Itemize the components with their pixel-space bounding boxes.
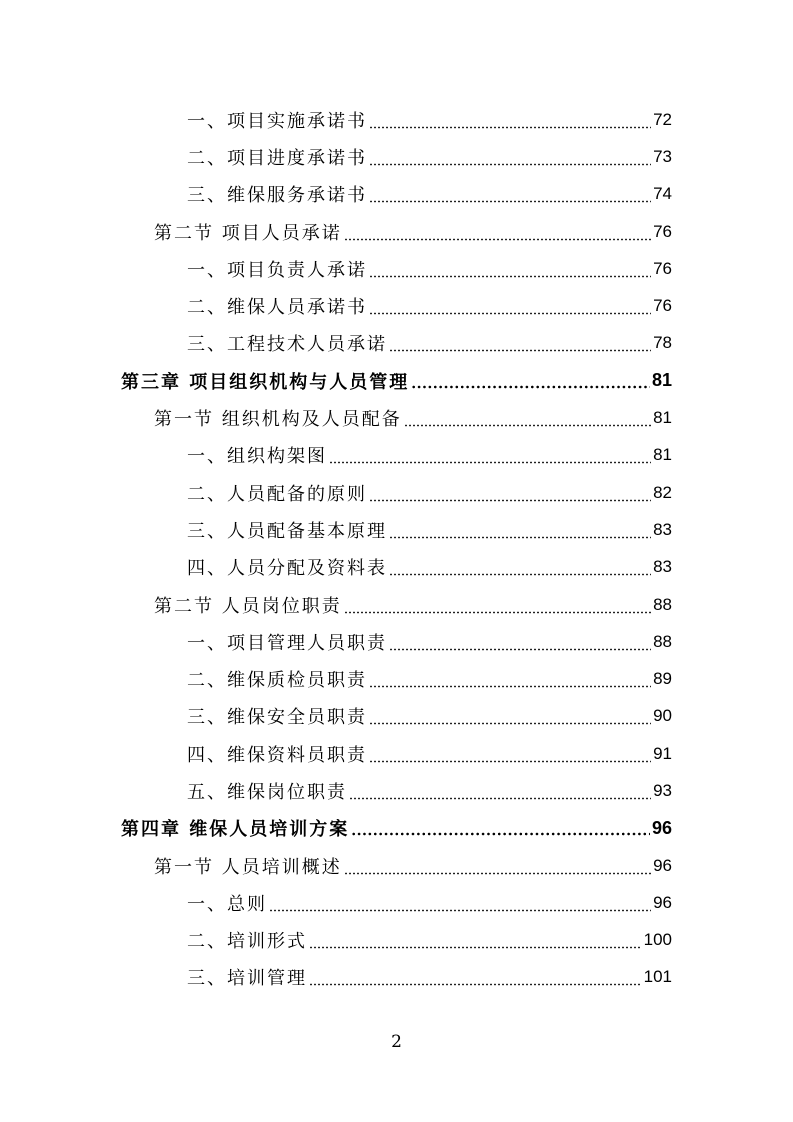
dot-leader xyxy=(351,819,650,837)
toc-entry-title: 第一节 人员培训概述 xyxy=(154,856,342,878)
toc-entry-page: 90 xyxy=(653,706,672,726)
toc-entry[interactable] xyxy=(0,698,793,735)
toc-entry[interactable] xyxy=(0,474,793,511)
toc-entry-page: 96 xyxy=(653,855,672,875)
toc-entry-page: 100 xyxy=(643,930,672,950)
toc-entry-page: 88 xyxy=(653,631,672,651)
toc-entry-title: 一、总则 xyxy=(187,893,267,915)
toc-entry[interactable] xyxy=(0,511,793,548)
toc-entry-page: 91 xyxy=(653,743,672,763)
toc-entry-title: 二、项目进度承诺书 xyxy=(187,147,367,169)
toc-entry-page: 81 xyxy=(653,445,672,465)
toc-entry-page: 76 xyxy=(653,296,672,316)
toc-entry-title: 第四章 维保人员培训方案 xyxy=(121,819,350,841)
toc-entry-title: 五、维保岗位职责 xyxy=(187,781,347,803)
toc-section-entry[interactable] xyxy=(0,847,793,884)
dot-leader xyxy=(369,297,651,315)
dot-leader xyxy=(389,558,651,576)
toc-entry-title: 一、项目实施承诺书 xyxy=(187,110,367,132)
toc-entry[interactable] xyxy=(0,772,793,809)
toc-entry-title: 第一节 组织机构及人员配备 xyxy=(154,409,402,431)
toc-entry-page: 73 xyxy=(653,146,672,166)
dot-leader xyxy=(369,670,651,688)
toc-entry-page: 96 xyxy=(651,817,672,838)
toc-entry-title: 二、维保质检员职责 xyxy=(187,670,367,692)
toc-entry-page: 96 xyxy=(653,892,672,912)
toc-entry-title: 三、工程技术人员承诺 xyxy=(187,334,387,356)
dot-leader xyxy=(344,223,651,241)
toc-entry-page: 76 xyxy=(653,258,672,278)
dot-leader xyxy=(389,521,651,539)
dot-leader xyxy=(349,782,651,800)
toc-entry-title: 四、维保资料员职责 xyxy=(187,744,367,766)
dot-leader xyxy=(369,484,651,502)
toc-chapter-entry[interactable] xyxy=(0,362,793,399)
toc-entry-title: 一、项目管理人员职责 xyxy=(187,632,387,654)
dot-leader xyxy=(369,111,651,129)
dot-leader xyxy=(369,260,651,278)
toc-entry-page: 81 xyxy=(653,408,672,428)
table-of-contents xyxy=(0,101,793,996)
toc-entry-page: 78 xyxy=(653,333,672,353)
toc-entry-title: 二、维保人员承诺书 xyxy=(187,297,367,319)
toc-entry-page: 93 xyxy=(653,780,672,800)
toc-entry[interactable] xyxy=(0,325,793,362)
dot-leader xyxy=(309,968,642,986)
toc-section-entry[interactable] xyxy=(0,586,793,623)
toc-entry-title: 第二节 人员岗位职责 xyxy=(154,595,342,617)
toc-entry-page: 74 xyxy=(653,184,672,204)
toc-entry-page: 76 xyxy=(653,221,672,241)
dot-leader xyxy=(369,185,651,203)
toc-entry-title: 四、人员分配及资料表 xyxy=(187,558,387,580)
dot-leader xyxy=(329,446,651,464)
toc-entry-page: 101 xyxy=(643,967,672,987)
toc-entry-title: 三、人员配备基本原理 xyxy=(187,520,387,542)
dot-leader xyxy=(269,894,651,912)
toc-entry[interactable] xyxy=(0,101,793,138)
toc-entry-title: 三、维保安全员职责 xyxy=(187,707,367,729)
toc-entry-page: 83 xyxy=(653,557,672,577)
toc-entry-page: 72 xyxy=(653,109,672,129)
toc-section-entry[interactable] xyxy=(0,399,793,436)
toc-entry[interactable] xyxy=(0,549,793,586)
toc-entry-page: 89 xyxy=(653,669,672,689)
dot-leader xyxy=(344,857,651,875)
dot-leader xyxy=(344,596,651,614)
toc-entry-page: 81 xyxy=(651,370,672,391)
toc-entry-title: 第三章 项目组织机构与人员管理 xyxy=(121,371,410,393)
dot-leader xyxy=(369,148,651,166)
toc-entry-title: 二、人员配备的原则 xyxy=(187,483,367,505)
toc-section-entry[interactable] xyxy=(0,213,793,250)
toc-entry-page: 88 xyxy=(653,594,672,614)
toc-entry-title: 三、培训管理 xyxy=(187,968,307,990)
toc-entry[interactable] xyxy=(0,176,793,213)
toc-entry-title: 第二节 项目人员承诺 xyxy=(154,222,342,244)
dot-leader xyxy=(404,409,651,427)
dot-leader xyxy=(309,931,642,949)
dot-leader xyxy=(369,745,651,763)
toc-entry[interactable] xyxy=(0,138,793,175)
toc-entry[interactable] xyxy=(0,660,793,697)
toc-entry[interactable] xyxy=(0,884,793,921)
toc-entry[interactable] xyxy=(0,287,793,324)
dot-leader xyxy=(369,707,651,725)
toc-entry-title: 一、项目负责人承诺 xyxy=(187,259,367,281)
toc-entry[interactable] xyxy=(0,959,793,996)
toc-entry-title: 一、组织构架图 xyxy=(187,446,327,468)
toc-entry-title: 三、维保服务承诺书 xyxy=(187,185,367,207)
toc-entry[interactable] xyxy=(0,623,793,660)
toc-entry-title: 二、培训形式 xyxy=(187,931,307,953)
dot-leader xyxy=(411,372,650,390)
toc-entry[interactable] xyxy=(0,735,793,772)
toc-entry-page: 83 xyxy=(653,519,672,539)
toc-entry[interactable] xyxy=(0,250,793,287)
toc-entry-page: 82 xyxy=(653,482,672,502)
page-number: 2 xyxy=(391,1032,402,1052)
toc-entry[interactable] xyxy=(0,922,793,959)
toc-entry[interactable] xyxy=(0,437,793,474)
toc-chapter-entry[interactable] xyxy=(0,810,793,847)
dot-leader xyxy=(389,633,651,651)
dot-leader xyxy=(389,334,651,352)
